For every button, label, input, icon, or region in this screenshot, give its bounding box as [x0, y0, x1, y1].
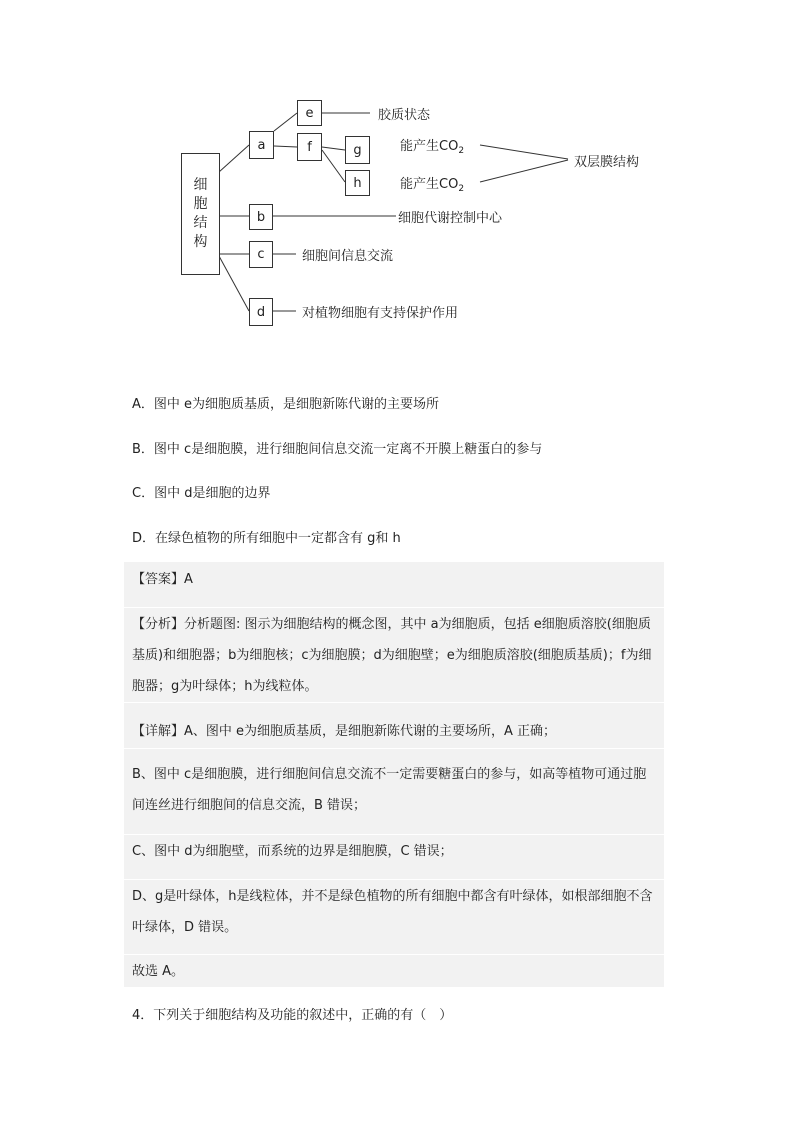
box-h: h	[345, 170, 370, 196]
label-e: 胶质状态	[378, 108, 431, 123]
label-gh-common: 双层膜结构	[574, 155, 640, 170]
box-c: c	[249, 241, 273, 268]
option-a: A．图中 e为细胞质基质，是细胞新陈代谢的主要场所	[132, 397, 440, 412]
cell-structure-diagram	[0, 0, 794, 360]
conclusion-line: 故选 A。	[132, 964, 185, 979]
answer-analysis-block	[124, 562, 664, 987]
box-f: f	[297, 133, 322, 161]
next-question-stem: 4．下列关于细胞结构及功能的叙述中，正确的有（ ）	[132, 1008, 453, 1023]
box-b: b	[249, 204, 273, 230]
divider	[124, 748, 664, 749]
box-d: d	[249, 298, 273, 326]
box-e: e	[297, 100, 322, 126]
divider	[124, 879, 664, 880]
divider	[124, 607, 664, 608]
analysis-paragraph: 【分析】分析题图: 图示为细胞结构的概念图，其中 a为细胞质，包括 e细胞质溶胶(细胞质基质)和细胞器；b为细胞核；c为细胞膜；d为细胞壁；e为细胞质溶胶(细胞质基质)；f为细胞器；g为叶绿体；h为线粒体。	[132, 617, 652, 694]
divider	[124, 702, 664, 703]
label-h-sub: 2	[458, 184, 465, 194]
label-h	[400, 173, 464, 192]
label-g-sub: 2	[458, 146, 465, 156]
divider	[124, 954, 664, 955]
root-box-cell-structure	[181, 153, 220, 275]
label-g	[400, 135, 464, 154]
detail-d-paragraph: D、g是叶绿体，h是线粒体，并不是绿色植物的所有细胞中都含有叶绿体，如根部细胞不含叶绿体，D 错误。	[132, 889, 653, 935]
label-c: 细胞间信息交流	[302, 249, 394, 264]
detail-c-line: C、图中 d为细胞壁，而系统的边界是细胞膜，C 错误；	[132, 844, 453, 859]
answer-line: 【答案】A	[132, 572, 193, 587]
box-a: a	[249, 131, 274, 159]
label-g-text: 能产生CO	[400, 139, 459, 154]
label-b: 细胞代谢控制中心	[398, 211, 503, 226]
root-char-2: 胞	[193, 196, 208, 212]
option-d: D．在绿色植物的所有细胞中一定都含有 g和 h	[132, 531, 401, 546]
label-h-text: 能产生CO	[400, 177, 459, 192]
detail-a-line: 【详解】A、图中 e为细胞质基质，是细胞新陈代谢的主要场所，A 正确；	[132, 724, 557, 739]
detail-b-paragraph: B、图中 c是细胞膜，进行细胞间信息交流不一定需要糖蛋白的参与，如高等植物可通过胞间连丝进行细胞间的信息交流，B 错误；	[132, 767, 647, 813]
option-b: B．图中 c是细胞膜，进行细胞间信息交流一定离不开膜上糖蛋白的参与	[132, 442, 543, 457]
label-d: 对植物细胞有支持保护作用	[302, 306, 459, 321]
divider	[124, 834, 664, 835]
box-g: g	[345, 136, 370, 164]
root-char-3: 结	[193, 215, 208, 231]
root-char-4: 构	[193, 234, 208, 250]
root-char-1: 细	[193, 177, 208, 193]
option-c: C．图中 d是细胞的边界	[132, 486, 271, 501]
